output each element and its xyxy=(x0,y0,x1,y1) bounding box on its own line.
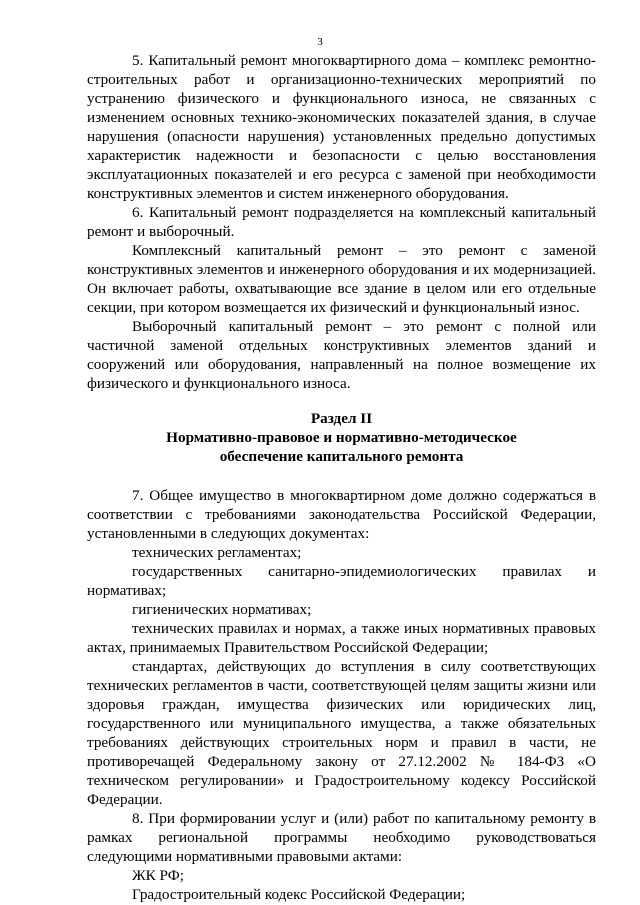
list-item-housing-code: ЖК РФ; xyxy=(132,867,184,884)
section-title-line2: обеспечение капитального ремонта xyxy=(219,448,464,465)
list-item-sanitary-rules: государственных санитарно-эпидемиологических правилах и нормативах; xyxy=(87,563,596,599)
section-title-line1: Нормативно-правовое и нормативно-методическое xyxy=(166,429,517,446)
section-label: Раздел II xyxy=(310,410,373,427)
paragraph-selective-repair: Выборочный капитальный ремонт – это ремонт с полной или частичной заменой отдельных конструктивных элементов зданий и сооружений или оборудования, направленный на полное возмещение их физического и функционального износа. xyxy=(87,318,596,392)
list-item-tech-regulations: технических регламентах; xyxy=(132,544,302,561)
list-item-technical-rules: технических правилах и нормах, а также иных нормативных правовых актах, принимаемых Правительством Российской Федерации; xyxy=(87,620,596,656)
list-item-hygienic-norms: гигиенических нормативах; xyxy=(132,601,312,618)
paragraph-6: 6. Капитальный ремонт подразделяется на комплексный капитальный ремонт и выборочный. xyxy=(87,204,596,240)
list-item-standards: стандартах, действующих до вступления в силу соответствующих технических регламентов в части, соответствующей целям защиты жизни или здоровья граждан, имущества физических или юридических лиц, государственного или муниципального имущества, а также обязательных требованиях действующих строительных норм и правил в части, не противоречащей Федеральному закону от 27.12.2002 № 184-ФЗ «О техническом регулировании» и Градостроительному кодексу Российской Федерации. xyxy=(87,658,596,808)
document-body xyxy=(87,51,596,904)
list-item-urban-planning-code: Градостроительный кодекс Российской Федерации; xyxy=(132,886,466,903)
paragraph-8: 8. При формировании услуг и (или) работ по капитальному ремонту в рамках региональной программы необходимо руководствоваться следующими нормативными правовыми актами: xyxy=(87,810,596,865)
paragraph-7: 7. Общее имущество в многоквартирном доме должно содержаться в соответствии с требованиями законодательства Российской Федерации, установленными в следующих документах: xyxy=(87,487,596,542)
page-number: 3 xyxy=(317,36,323,48)
paragraph-complex-repair: Комплексный капитальный ремонт – это ремонт с заменой конструктивных элементов и инженерного оборудования и их модернизацией. Он включает работы, охватывающие все здание в целом или его отдельные секции, при котором возмещается их физический и функциональный износ. xyxy=(87,242,596,316)
paragraph-5: 5. Капитальный ремонт многоквартирного дома – комплекс ремонтно-строительных работ и организационно-технических мероприятий по устранению физического и функционального износа, не связанных с изменением основных технико-экономических показателей здания, в случае нарушения (опасности нарушения) установленных предельно допустимых характеристик надежности и безопасности с целью восстановления эксплуатационных показателей и его ресурса с заменой при необходимости конструктивных элементов и систем инженерного оборудования. xyxy=(87,52,596,202)
